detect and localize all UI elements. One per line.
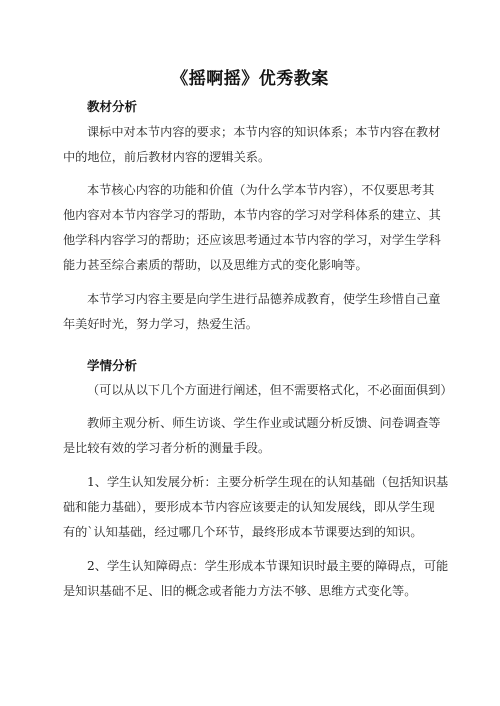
paragraph-curriculum-requirements <box>63 120 439 170</box>
text-line: 础和能力基础），要形成本节内容应该要走的认知发展线，即从学生现 <box>63 500 435 514</box>
text-line: 中的地位，前后教材内容的逻辑关系。 <box>63 150 271 164</box>
text-line: 年美好时光，努力学习，热爱生活。 <box>63 317 258 331</box>
text-line: 教师主观分析、师生访谈、学生作业或试题分析反馈、问卷调查等 <box>87 416 441 430</box>
paragraph-aside-note <box>63 378 453 403</box>
paragraph-measurement-methods <box>63 411 439 461</box>
text-line: 2、学生认知障碍点：学生形成本节课知识时最主要的障碍点，可能 <box>87 559 449 573</box>
text-line: 有的`认知基础，经过哪几个环节，最终形成本节课要达到的知识。 <box>63 525 423 539</box>
text-line: 1、学生认知发展分析：主要分析学生现在的认知基础（包括知识基 <box>87 475 449 489</box>
paragraph-cognitive-development <box>63 470 449 545</box>
text-line: 课标中对本节内容的要求；本节内容的知识体系；本节内容在教材 <box>87 125 441 139</box>
paragraph-learning-content <box>63 287 439 337</box>
paragraph-cognitive-obstacles <box>63 554 449 604</box>
text-line: 是知识基础不足、旧的概念或者能力方法不够、思维方式变化等。 <box>63 584 417 598</box>
paragraph-core-content-value <box>63 178 439 278</box>
text-line: （可以从以下几个方面进行阐述，但不需要格式化，不必面面俱到） <box>87 383 453 397</box>
section-heading-textbook-analysis: 教材分析 <box>87 99 138 114</box>
text-line: 能力甚至综合素质的帮助，以及思维方式的变化影响等。 <box>63 258 368 272</box>
text-line: 他内容对本节内容学习的帮助，本节内容的学习对学科体系的建立、其 <box>63 208 441 222</box>
text-line: 本节学习内容主要是向学生进行品德养成教育，使学生珍惜自己童 <box>87 292 441 306</box>
section-heading-learner-analysis: 学情分析 <box>87 358 138 373</box>
text-line: 本节核心内容的功能和价值（为什么学本节内容），不仅要思考其 <box>87 183 435 197</box>
text-line: 他学科内容学习的帮助；还应该思考通过本节内容的学习，对学生学科 <box>63 233 441 247</box>
document-title: 《摇啊摇》优秀教案 <box>171 69 329 89</box>
text-line: 是比较有效的学习者分析的测量手段。 <box>63 441 271 455</box>
